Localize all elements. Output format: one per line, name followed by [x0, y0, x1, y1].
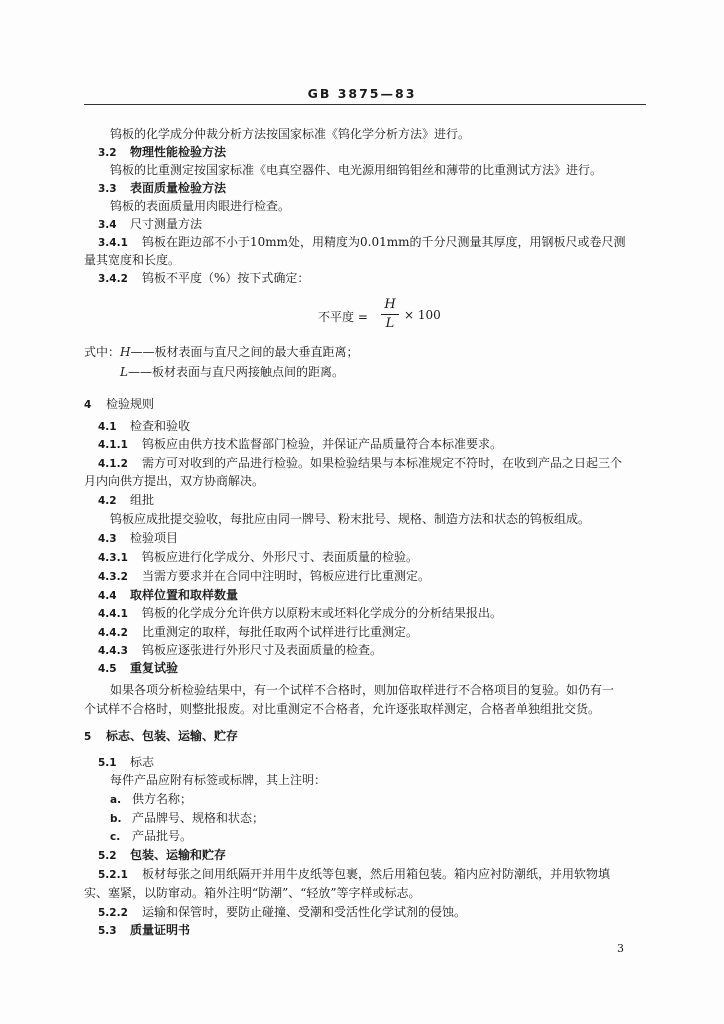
text-line — [98, 455, 678, 472]
page-number: 3 — [617, 942, 624, 955]
section-number: 3.3 — [98, 183, 117, 195]
line-text: 钨板的表面质量用肉眼进行检查。 — [110, 199, 291, 213]
section-number: 4 — [84, 399, 92, 411]
header-rule — [84, 104, 646, 105]
line-text: 板材每张之间用纸隔开并用牛皮纸等包裹，然后用箱包装。箱内应衬防潮纸，并用软物填 — [142, 867, 611, 881]
where-h-line — [84, 344, 664, 360]
section-number: 3.4.1 — [98, 237, 128, 249]
section-number: 5.1 — [98, 757, 117, 769]
line-text: 钨板的化学成分仲裁分析方法按国家标准《钨化学分析方法》进行。 — [110, 127, 471, 141]
text-line — [98, 530, 678, 547]
standard-header: GB 3875—83 — [307, 86, 417, 101]
text-line — [110, 791, 690, 808]
line-text: 尺寸测量方法 — [130, 217, 203, 231]
text-line — [84, 728, 664, 745]
text-line — [98, 904, 678, 921]
line-text: 每件产品应附有标签或标牌，其上注明： — [110, 773, 327, 787]
line-text: 产品批号。 — [132, 829, 193, 843]
line-text: 钨板应成批提交验收，每批应由同一牌号、粉末批号、规格、制造方法和状态的钨板组成。 — [110, 512, 591, 526]
text-line — [98, 216, 678, 233]
line-text: 钨板的化学成分允许供方以原粉末或坯料化学成分的分析结果报出。 — [142, 606, 503, 620]
line-text: 检查和验收 — [130, 419, 191, 433]
line-text: 月内向供方提出，双方协商解决。 — [84, 474, 265, 488]
text-line — [110, 162, 690, 178]
section-number: 4.4 — [98, 590, 117, 602]
line-text: 钨板应进行化学成分、外形尺寸、表面质量的检验。 — [142, 550, 419, 564]
fraction-bar — [381, 314, 399, 315]
section-number: 5.3 — [98, 925, 117, 937]
line-text: 钨板不平度（%）按下式确定： — [142, 271, 310, 285]
line-text: 个试样不合格时，则整批报废。对比重测定不合格者，允许逐张取样测定，合格者单独组批交货。 — [84, 702, 601, 716]
line-text: 包装、运输和贮存 — [130, 848, 227, 862]
formula-denominator: L — [385, 316, 395, 331]
line-text: 表面质量检验方法 — [130, 181, 227, 195]
where-l-line — [120, 364, 700, 380]
text-line — [98, 847, 678, 864]
section-number: 4.4.3 — [98, 645, 128, 657]
line-text: 重复试验 — [130, 661, 179, 675]
text-line — [110, 772, 690, 788]
text-line — [98, 234, 678, 251]
section-number: c. — [110, 831, 121, 843]
text-line — [98, 642, 678, 659]
where-h-text: ——板材表面与直尺之间的最大垂直距离； — [130, 345, 359, 359]
section-number: 4.3.2 — [98, 571, 128, 583]
text-line — [98, 922, 678, 939]
text-line — [98, 568, 678, 585]
text-line — [84, 885, 664, 901]
text-line — [98, 754, 678, 771]
text-line — [110, 810, 690, 827]
line-text: 钨板应逐张进行外形尺寸及表面质量的检查。 — [142, 643, 383, 657]
formula-lhs: 不平度 = — [318, 310, 368, 324]
line-text: 实、塞紧，以防窜动。箱外注明“防潮”、“轻放”等字样或标志。 — [84, 886, 421, 900]
text-line — [98, 624, 678, 641]
line-text: 钨板的比重测定按国家标准《电真空器件、电光源用细钨钼丝和薄带的比重测试方法》进行。 — [110, 163, 603, 177]
line-text: 标志、包装、运输、贮存 — [106, 729, 239, 743]
line-text: 检验项目 — [130, 531, 179, 545]
formula-fraction — [381, 297, 399, 332]
text-line — [98, 866, 678, 883]
text-line — [98, 270, 678, 287]
text-line — [98, 144, 678, 161]
line-text: 钨板在距边部不小于10mm处，用精度为0.01mm的千分尺测量其厚度，用钢板尺或卷尺测 — [142, 235, 626, 249]
text-line — [84, 396, 664, 413]
where-l-text: ——板材表面与直尺两接触点间的距离。 — [127, 365, 344, 379]
text-line — [84, 701, 664, 717]
text-line — [110, 198, 690, 214]
text-line — [84, 252, 664, 268]
where-prefix: 式中： — [84, 345, 121, 359]
section-number: 5.2.2 — [98, 907, 128, 919]
section-number: 5 — [84, 731, 92, 743]
line-text: 质量证明书 — [130, 923, 191, 937]
section-number: 4.5 — [98, 663, 117, 675]
line-text: 组批 — [130, 493, 155, 507]
section-number: 4.3.1 — [98, 552, 128, 564]
text-line — [98, 660, 678, 677]
section-number: 4.4.2 — [98, 627, 128, 639]
section-number: 3.2 — [98, 147, 117, 159]
section-number: 3.4.2 — [98, 273, 128, 285]
line-text: 比重测定的取样，每批任取两个试样进行比重测定。 — [142, 625, 419, 639]
line-text: 当需方要求并在合同中注明时，钨板应进行比重测定。 — [142, 569, 431, 583]
where-l-symbol: L — [120, 365, 128, 379]
section-number: 4.4.1 — [98, 608, 128, 620]
line-text: 量其宽度和长度。 — [84, 253, 181, 267]
section-number: 4.2 — [98, 495, 117, 507]
formula-rhs: × 100 — [404, 308, 441, 322]
section-number: 4.1 — [98, 421, 117, 433]
text-line — [98, 180, 678, 197]
section-number: b. — [110, 813, 122, 825]
line-text: 检验规则 — [106, 397, 155, 411]
text-line — [98, 492, 678, 509]
section-number: 4.1.1 — [98, 439, 128, 451]
section-number: 5.2.1 — [98, 869, 128, 881]
text-line — [98, 418, 678, 435]
section-number: 4.1.2 — [98, 458, 128, 470]
line-text: 运输和保管时，要防止碰撞、受潮和受活性化学试剂的侵蚀。 — [142, 905, 467, 919]
text-line — [98, 605, 678, 622]
line-text: 取样位置和取样数量 — [130, 588, 239, 602]
line-text: 需方可对收到的产品进行检验。如果检验结果与本标准规定不符时，在收到产品之日起三个 — [142, 456, 623, 470]
line-text: 供方名称； — [132, 792, 193, 806]
text-line — [98, 587, 678, 604]
text-line — [110, 682, 690, 698]
text-line — [84, 473, 664, 489]
line-text: 钨板应由供方技术监督部门检验，并保证产品质量符合本标准要求。 — [142, 437, 503, 451]
text-line — [110, 511, 690, 527]
text-line — [98, 549, 678, 566]
section-number: 3.4 — [98, 219, 117, 231]
section-number: a. — [110, 794, 122, 806]
section-number: 4.3 — [98, 533, 117, 545]
where-h-symbol: H — [120, 345, 131, 359]
line-text: 如果各项分析检验结果中，有一个试样不合格时，则加倍取样进行不合格项目的复验。如仍有一 — [110, 683, 615, 697]
text-line — [98, 436, 678, 453]
formula-numerator: H — [384, 297, 396, 312]
text-line — [110, 828, 690, 845]
line-text: 标志 — [130, 755, 155, 769]
line-text: 物理性能检验方法 — [130, 145, 227, 159]
line-text: 产品牌号、规格和状态； — [132, 811, 265, 825]
text-line — [110, 126, 690, 142]
section-number: 5.2 — [98, 850, 117, 862]
